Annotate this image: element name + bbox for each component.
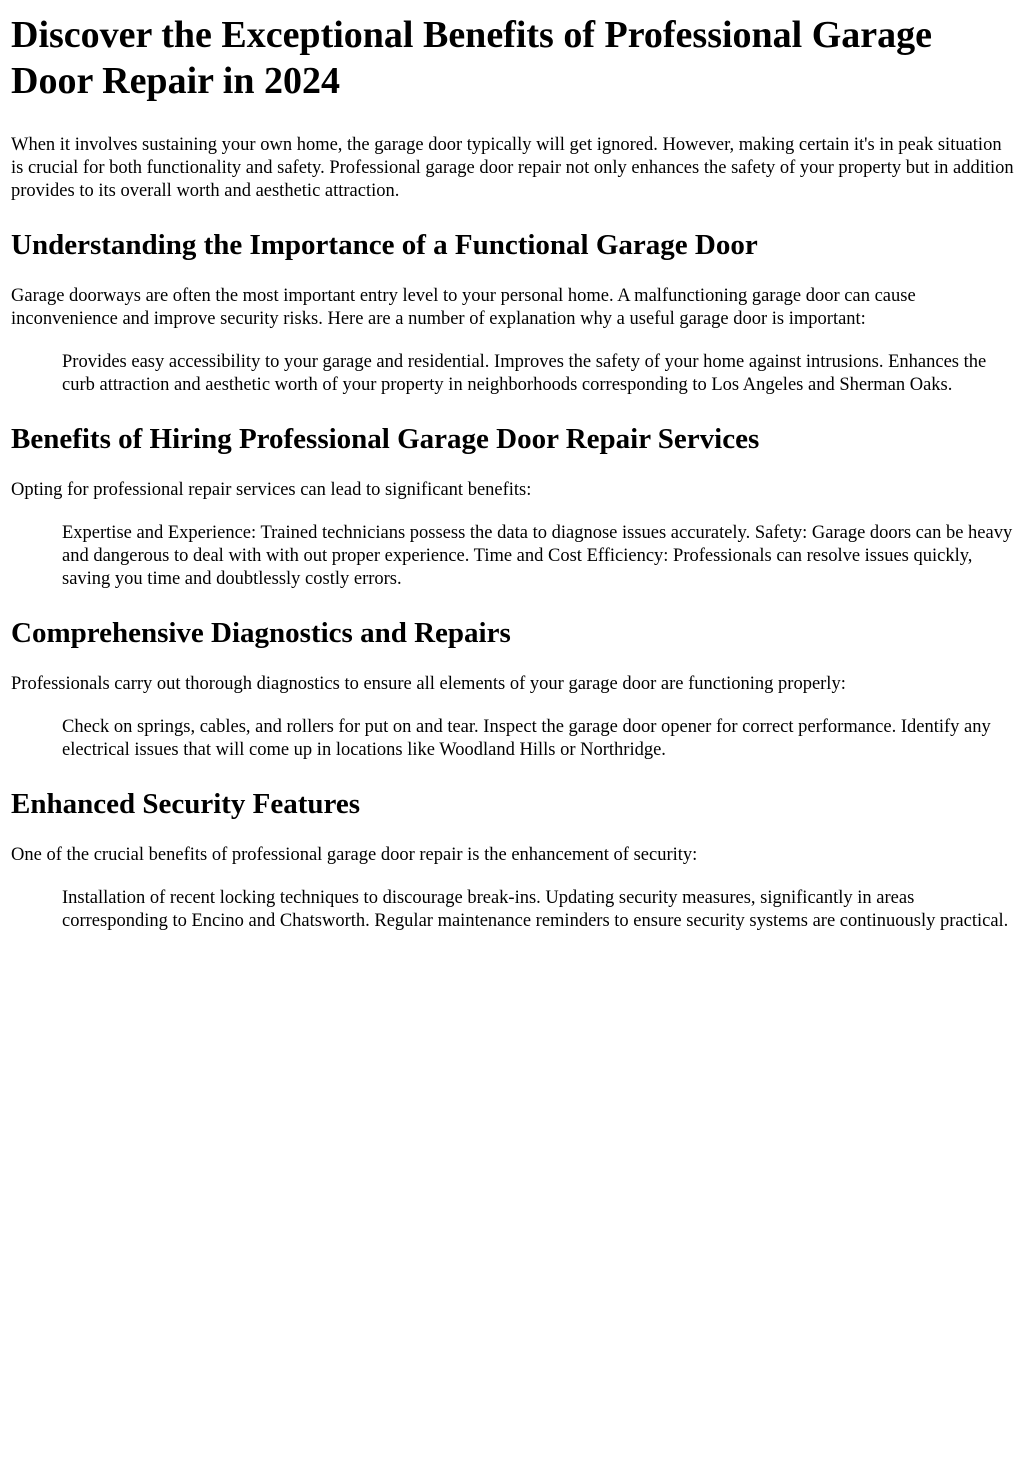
- section-importance: [11, 228, 1014, 397]
- section-paragraph: Professionals carry out thorough diagnostics to ensure all elements of your garage door are functioning properly:: [11, 674, 846, 694]
- section-benefits: [11, 422, 1014, 591]
- section-heading: Understanding the Importance of a Functional Garage Door: [11, 229, 758, 261]
- section-security: [11, 787, 1014, 933]
- section-heading: Benefits of Hiring Professional Garage Door Repair Services: [11, 423, 760, 455]
- section-heading: Comprehensive Diagnostics and Repairs: [11, 617, 511, 649]
- section-paragraph: Opting for professional repair services can lead to significant benefits:: [11, 480, 532, 500]
- section-quote: Provides easy accessibility to your garage and residential. Improves the safety of your home against intrusions. Enhances the curb attraction and aesthetic worth of your property in neighborhoods corresponding to Los Angeles and Sherman Oaks.: [62, 352, 987, 395]
- section-diagnostics: [11, 616, 1014, 762]
- intro-paragraph: When it involves sustaining your own home, the garage door typically will get ignored. However, making certain it's in peak situation is crucial for both functionality and safety. Professional garage door repair not only enhances the safety of your property but in addition provides to its overall worth and aesthetic attraction.: [11, 135, 1014, 201]
- section-heading: Enhanced Security Features: [11, 788, 361, 820]
- section-quote: Check on springs, cables, and rollers for put on and tear. Inspect the garage door opener for correct performance. Identify any electrical issues that will come up in locations like Woodland Hills or Northridge.: [62, 717, 991, 760]
- section-quote: Expertise and Experience: Trained technicians possess the data to diagnose issues accurately. Safety: Garage doors can be heavy and dangerous to deal with with out proper experience. Time and Cost Efficiency: Professionals can resolve issues quickly, saving you time and doubtlessly costly errors.: [62, 523, 1013, 589]
- section-paragraph: One of the crucial benefits of professional garage door repair is the enhancement of security:: [11, 845, 698, 865]
- section-quote: Installation of recent locking techniques to discourage break-ins. Updating security measures, significantly in areas corresponding to Encino and Chatsworth. Regular maintenance reminders to ensure security systems are continuously practical.: [62, 888, 1009, 931]
- page-title: Discover the Exceptional Benefits of Professional Garage Door Repair in 2024: [11, 14, 933, 102]
- article: [0, 12, 1024, 933]
- section-paragraph: Garage doorways are often the most important entry level to your personal home. A malfunctioning garage door can cause inconvenience and improve security risks. Here are a number of explanation why a useful garage door is important:: [11, 286, 916, 329]
